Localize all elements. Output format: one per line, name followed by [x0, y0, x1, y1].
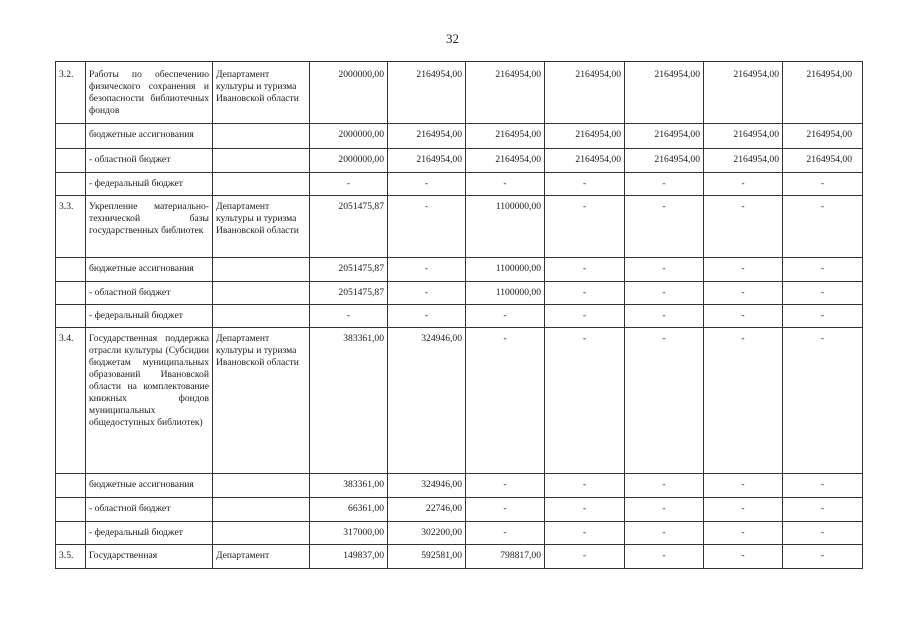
row-name-cell: - областной бюджет [86, 149, 213, 173]
value-cell: 2051475,87 [310, 258, 388, 282]
value-cell: - [466, 522, 545, 545]
value-cell: - [783, 522, 863, 545]
table-row [56, 124, 863, 149]
value-cell: - [545, 474, 625, 498]
value-cell: - [783, 305, 863, 328]
value-cell: 798817,00 [466, 545, 545, 569]
row-executor-cell [213, 173, 310, 196]
row-executor-cell: Департамент [213, 545, 310, 569]
value-cell: 2164954,00 [704, 149, 783, 173]
value-cell: 2051475,87 [310, 282, 388, 305]
row-index-cell [56, 305, 86, 328]
budget-table-body [56, 62, 863, 569]
value-cell: - [704, 545, 783, 569]
value-cell: 1100000,00 [466, 258, 545, 282]
value-cell: - [625, 498, 704, 522]
value-cell: 2164954,00 [545, 124, 625, 149]
row-name-cell: Укрепление материально-технической базы государственных библиотек [86, 196, 213, 258]
value-cell: 2164954,00 [625, 124, 704, 149]
value-cell: 2000000,00 [310, 149, 388, 173]
row-name-cell: Государственная [86, 545, 213, 569]
row-executor-cell [213, 498, 310, 522]
value-cell: - [704, 305, 783, 328]
value-cell: 2164954,00 [388, 124, 466, 149]
row-name-cell: - федеральный бюджет [86, 173, 213, 196]
value-cell: - [625, 474, 704, 498]
row-index-cell: 3.3. [56, 196, 86, 258]
value-cell: 2164954,00 [783, 149, 863, 173]
value-cell: - [704, 173, 783, 196]
value-cell: - [783, 196, 863, 258]
value-cell: - [704, 474, 783, 498]
table-row [56, 149, 863, 173]
value-cell: - [783, 282, 863, 305]
value-cell: 2000000,00 [310, 62, 388, 124]
row-name-cell: - областной бюджет [86, 498, 213, 522]
value-cell: - [783, 258, 863, 282]
value-cell: - [388, 258, 466, 282]
table-row [56, 522, 863, 545]
table-row [56, 305, 863, 328]
row-executor-cell [213, 305, 310, 328]
row-executor-cell [213, 474, 310, 498]
value-cell: 66361,00 [310, 498, 388, 522]
value-cell: - [388, 305, 466, 328]
value-cell: - [783, 328, 863, 474]
value-cell: 2164954,00 [388, 62, 466, 124]
value-cell: - [545, 498, 625, 522]
value-cell: - [783, 545, 863, 569]
row-name-cell: бюджетные ассигнования [86, 474, 213, 498]
value-cell: - [704, 328, 783, 474]
row-executor-cell: Департамент культуры и туризма Ивановской области [213, 62, 310, 124]
row-index-cell [56, 522, 86, 545]
value-cell: - [545, 173, 625, 196]
value-cell: - [388, 196, 466, 258]
value-cell: 1100000,00 [466, 196, 545, 258]
value-cell: 2164954,00 [783, 62, 863, 124]
row-index-cell: 3.2. [56, 62, 86, 124]
row-executor-cell [213, 258, 310, 282]
value-cell: - [704, 258, 783, 282]
row-name-cell: Работы по обеспечению физического сохранения и безопасности библиотечных фондов [86, 62, 213, 124]
value-cell: - [625, 522, 704, 545]
table-row [56, 498, 863, 522]
value-cell: 2051475,87 [310, 196, 388, 258]
value-cell: - [783, 498, 863, 522]
row-index-cell [56, 258, 86, 282]
value-cell: - [466, 328, 545, 474]
row-name-cell: бюджетные ассигнования [86, 258, 213, 282]
value-cell: - [704, 282, 783, 305]
value-cell: - [545, 305, 625, 328]
value-cell: - [625, 173, 704, 196]
row-name-cell: - федеральный бюджет [86, 305, 213, 328]
row-executor-cell [213, 149, 310, 173]
page-number: 32 [446, 31, 459, 46]
value-cell: 324946,00 [388, 474, 466, 498]
value-cell: - [783, 474, 863, 498]
row-index-cell [56, 124, 86, 149]
value-cell: - [704, 196, 783, 258]
value-cell: - [625, 305, 704, 328]
row-name-cell: бюджетные ассигнования [86, 124, 213, 149]
value-cell: - [625, 258, 704, 282]
value-cell: - [704, 498, 783, 522]
value-cell: 149837,00 [310, 545, 388, 569]
value-cell: 383361,00 [310, 474, 388, 498]
row-executor-cell [213, 124, 310, 149]
value-cell: - [545, 258, 625, 282]
row-index-cell: 3.5. [56, 545, 86, 569]
value-cell: 2164954,00 [466, 62, 545, 124]
value-cell: - [783, 173, 863, 196]
row-executor-cell [213, 282, 310, 305]
row-index-cell [56, 173, 86, 196]
value-cell: 2164954,00 [625, 62, 704, 124]
value-cell: - [545, 282, 625, 305]
value-cell: 592581,00 [388, 545, 466, 569]
table-row [56, 173, 863, 196]
value-cell: - [310, 305, 388, 328]
value-cell: - [625, 328, 704, 474]
budget-table [55, 61, 863, 569]
value-cell: - [466, 498, 545, 522]
value-cell: 2164954,00 [704, 62, 783, 124]
value-cell: 302200,00 [388, 522, 466, 545]
value-cell: 317000,00 [310, 522, 388, 545]
value-cell: 1100000,00 [466, 282, 545, 305]
row-index-cell [56, 474, 86, 498]
value-cell: 2164954,00 [783, 124, 863, 149]
table-row [56, 196, 863, 258]
value-cell: 383361,00 [310, 328, 388, 474]
table-row [56, 62, 863, 124]
value-cell: - [466, 305, 545, 328]
table-row [56, 258, 863, 282]
value-cell: - [625, 282, 704, 305]
row-index-cell: 3.4. [56, 328, 86, 474]
value-cell: - [388, 282, 466, 305]
value-cell: - [704, 522, 783, 545]
table-row [56, 545, 863, 569]
value-cell: - [545, 522, 625, 545]
value-cell: 2164954,00 [704, 124, 783, 149]
value-cell: 2164954,00 [388, 149, 466, 173]
value-cell: - [466, 474, 545, 498]
row-index-cell [56, 149, 86, 173]
value-cell: 2164954,00 [625, 149, 704, 173]
row-executor-cell: Департамент культуры и туризма Ивановской области [213, 196, 310, 258]
row-executor-cell: Департамент культуры и туризма Ивановской области [213, 328, 310, 474]
value-cell: 2164954,00 [466, 149, 545, 173]
value-cell: - [545, 328, 625, 474]
row-index-cell [56, 498, 86, 522]
row-name-cell: - федеральный бюджет [86, 522, 213, 545]
value-cell: 324946,00 [388, 328, 466, 474]
value-cell: 2164954,00 [545, 149, 625, 173]
value-cell: - [466, 173, 545, 196]
row-index-cell [56, 282, 86, 305]
value-cell: 2164954,00 [466, 124, 545, 149]
table-row [56, 282, 863, 305]
value-cell: 22746,00 [388, 498, 466, 522]
value-cell: - [545, 196, 625, 258]
value-cell: 2164954,00 [545, 62, 625, 124]
value-cell: - [625, 196, 704, 258]
value-cell: 2000000,00 [310, 124, 388, 149]
row-executor-cell [213, 522, 310, 545]
value-cell: - [388, 173, 466, 196]
value-cell: - [310, 173, 388, 196]
table-row [56, 328, 863, 474]
row-name-cell: - областной бюджет [86, 282, 213, 305]
table-row [56, 474, 863, 498]
row-name-cell: Государственная поддержка отрасли культуры (Субсидии бюджетам муниципальных образований Ивановской области на комплектование книжных фондов муниципальных общедоступных библиотек) [86, 328, 213, 474]
value-cell: - [625, 545, 704, 569]
value-cell: - [545, 545, 625, 569]
